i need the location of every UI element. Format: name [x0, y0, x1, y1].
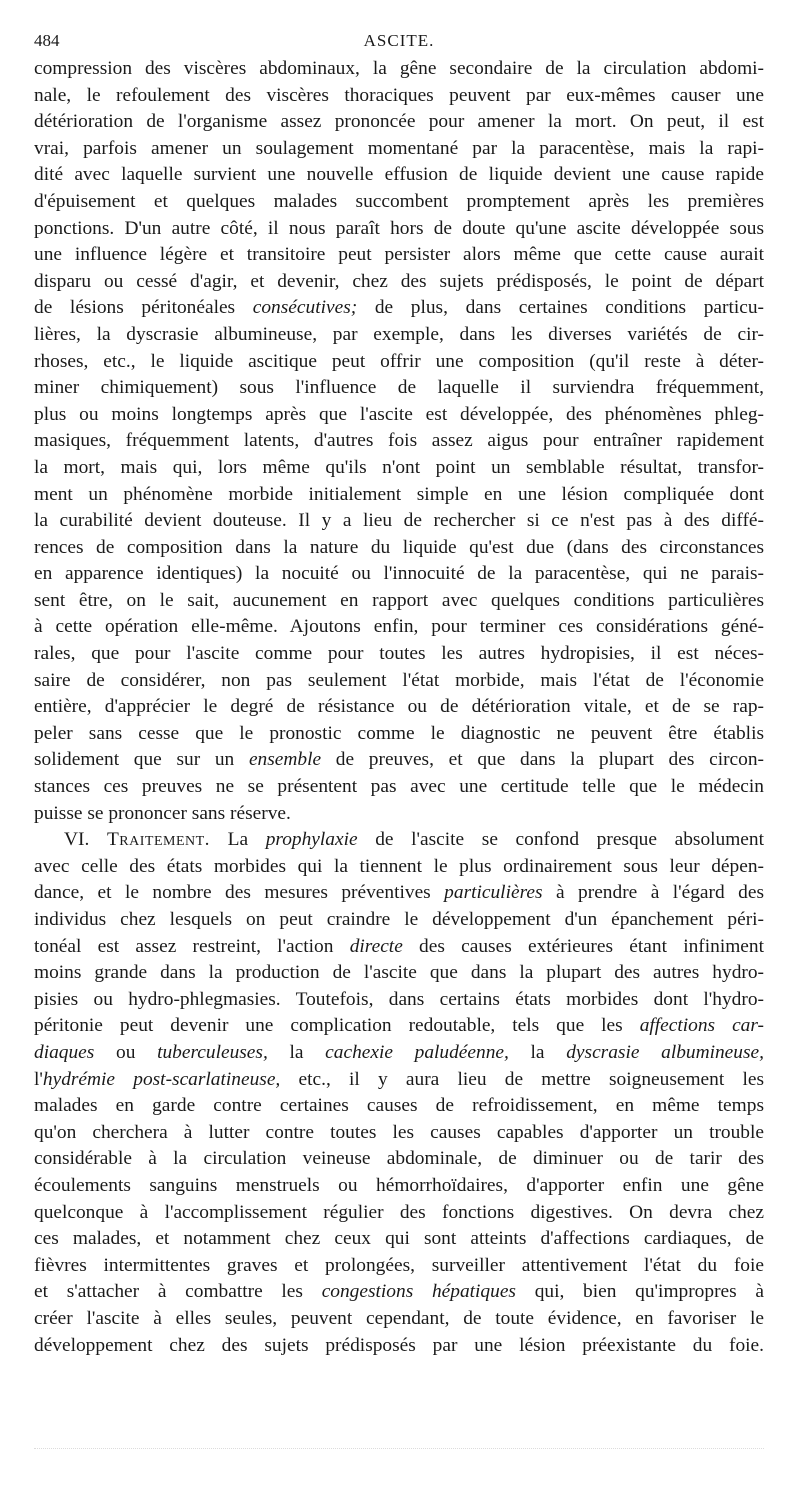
- text-run: ou: [94, 1041, 158, 1063]
- italic-term: hydrémie post-scarlatineuse,: [42, 1068, 281, 1090]
- main-text: [34, 56, 764, 1359]
- text-run: dance, et le nombre des mesures préventives: [34, 882, 445, 904]
- text-line: la curabilité devient douteuse. Il y a lieu de rechercher si ce n'est pas à des diffé-: [34, 510, 764, 532]
- text-line: dité avec laquelle survient une nouvelle effusion de liquide devient une cause rapide: [34, 164, 764, 186]
- text-line: [34, 1279, 764, 1306]
- page-header: [34, 26, 764, 56]
- text-line: vrai, parfois amener un soulagement momentané par la paracentèse, mais la rapi-: [34, 137, 764, 159]
- text-run: qui, bien qu'impropres à: [515, 1281, 765, 1303]
- italic-term: cachexie paludéenne,: [325, 1041, 509, 1063]
- italic-term: congestions hépatiques: [321, 1281, 516, 1303]
- text-line: individus chez lesquels on peut craindre le développement d'un épanchement péri-: [34, 909, 764, 930]
- text-line: masiques, fréquemment latents, d'autres fois assez aigus pour entraîner rapidement: [34, 430, 764, 452]
- text-run: de l'ascite se confond presque absolument: [357, 829, 764, 851]
- text-line: saire de considérer, non pas seulement l'état morbide, mais l'état de l'économie: [34, 669, 764, 691]
- text-line: pisies ou hydro-phlegmasies. Toutefois, dans certains états morbides dont l'hydro-: [34, 988, 764, 1010]
- text-line: plus ou moins longtemps après que l'ascite est développée, des phénomènes phleg-: [34, 403, 764, 425]
- text-line: en apparence identiques) la nocuité ou l'innocuité de la paracentèse, qui ne parais-: [34, 563, 764, 585]
- text-run: solidement que sur un: [34, 749, 249, 771]
- text-line: ment un phénomène morbide initialement simple en une lésion compliquée dont: [34, 483, 764, 505]
- text-line: à cette opération elle-même. Ajoutons enfin, pour terminer ces considérations géné-: [34, 616, 764, 638]
- text-line: [34, 1013, 764, 1040]
- text-run: etc., il y aura lieu de mettre soigneusement les: [280, 1068, 764, 1090]
- text-line: rales, que pour l'ascite comme pour toutes les autres hydropisies, il est néces-: [34, 643, 764, 665]
- paragraph-continuation: [34, 56, 764, 827]
- italic-term: prophylaxie: [265, 829, 358, 851]
- text-line: sent être, on le sait, aucunement en rapport avec quelques conditions particulières: [34, 589, 764, 611]
- italic-term: directe: [349, 935, 403, 957]
- text-line: écoulements sanguins menstruels ou hémorrhoïdaires, d'apporter enfin une gêne: [34, 1174, 764, 1196]
- text-run: la: [267, 1041, 326, 1063]
- text-line: considérable à la circulation veineuse abdominale, de diminuer ou de tarir des: [34, 1148, 764, 1170]
- text-line: quelconque à l'accomplissement régulier des fonctions digestives. On devra chez: [34, 1201, 764, 1223]
- text-line: peler sans cesse que le pronostic comme le diagnostic ne peuvent être établis: [34, 722, 764, 744]
- text-line: miner chimiquement) sous l'influence de laquelle il surviendra fréquemment,: [34, 377, 764, 399]
- text-line: [34, 1040, 764, 1067]
- text-line: entière, d'apprécier le degré de résistance ou de détérioration vitale, et de se rap-: [34, 696, 764, 718]
- text-line: [34, 934, 764, 961]
- italic-term: dyscrasie albumineuse,: [566, 1041, 764, 1063]
- text-line: ces malades, et notamment chez ceux qui sont atteints d'affections cardiaques, de: [34, 1228, 764, 1250]
- text-run: et s'attacher à combattre les: [34, 1281, 322, 1303]
- text-line: [34, 827, 764, 854]
- text-run: la: [508, 1041, 567, 1063]
- text-line: [34, 1067, 764, 1094]
- text-line: disparu ou cessé d'agir, et devenir, chez des sujets prédisposés, le point de départ: [34, 270, 764, 292]
- text-run: à prendre à l'égard des: [542, 882, 764, 904]
- italic-term: diaques: [34, 1041, 95, 1063]
- text-line: une influence légère et transitoire peut persister alors même que cette cause aurait: [34, 244, 764, 266]
- text-line: compression des viscères abdominaux, la gêne secondaire de la circulation abdomi-: [34, 58, 764, 79]
- italic-term: particulières: [444, 882, 543, 904]
- text-line: la mort, mais qui, lors même qu'ils n'ont point un semblable résultat, transfor-: [34, 456, 764, 478]
- text-run: de plus, dans certaines conditions particu-: [357, 297, 764, 319]
- text-run: l': [34, 1068, 43, 1090]
- text-line: développement chez des sujets prédisposés par une lésion préexistante du foie.: [34, 1334, 764, 1356]
- text-line: détérioration de l'organisme assez prononcée pour amener la mort. On peut, il est: [34, 111, 764, 133]
- text-line: qu'on cherchera à lutter contre toutes les causes capables d'apporter un trouble: [34, 1121, 764, 1143]
- book-page: [34, 26, 764, 1359]
- text-line: puisse se prononcer sans réserve.: [34, 802, 291, 824]
- text-line: nale, le refoulement des viscères thoraciques peuvent par eux-mêmes causer une: [34, 84, 764, 106]
- text-run: tonéal est assez restreint, l'action: [34, 935, 350, 957]
- text-line: [34, 747, 764, 774]
- text-line: avec celle des états morbides qui la tiennent le plus ordinairement sous leur dépen-: [34, 855, 764, 877]
- italic-term: affections car-: [639, 1015, 764, 1037]
- italic-term: consécutives;: [252, 297, 358, 319]
- text-run: de lésions péritonéales: [34, 297, 253, 319]
- text-line: malades en garde contre certaines causes de refroidissement, en même temps: [34, 1095, 764, 1117]
- italic-term: ensemble: [248, 749, 322, 771]
- text-run: de preuves, et que dans la plupart des circon-: [321, 749, 764, 771]
- text-line: rhoses, etc., le liquide ascitique peut offrir une composition (qu'il reste à déter-: [34, 350, 764, 372]
- page-footer-rule: [34, 1448, 764, 1453]
- text-run: des causes extérieures étant infiniment: [402, 935, 764, 957]
- italic-term: tuberculeuses,: [157, 1041, 268, 1063]
- text-line: stances ces preuves ne se présentent pas avec une certitude telle que le médecin: [34, 776, 764, 798]
- text-run: péritonie peut devenir une complication redoutable, tels que les: [34, 1015, 640, 1037]
- section-heading: Traitement.: [106, 829, 211, 851]
- running-title: ASCITE.: [363, 31, 435, 50]
- text-line: d'épuisement et quelques malades succombent promptement après les premières: [34, 190, 764, 212]
- text-line: fièvres intermittentes graves et prolongées, surveiller attentivement l'état du foie: [34, 1254, 764, 1276]
- text-run: La: [210, 829, 266, 851]
- section-treatment: [34, 827, 764, 1359]
- page-number: 484: [34, 31, 60, 50]
- text-line: [34, 880, 764, 907]
- text-line: moins grande dans la production de l'ascite que dans la plupart des autres hydro-: [34, 962, 764, 984]
- text-line: [34, 295, 764, 322]
- text-line: rences de composition dans la nature du liquide qu'est due (dans des circonstances: [34, 536, 764, 558]
- text-line: créer l'ascite à elles seules, peuvent cependant, de toute évidence, en favoriser le: [34, 1307, 764, 1329]
- text-line: lières, la dyscrasie albumineuse, par exemple, dans les diverses variétés de cir-: [34, 323, 764, 345]
- section-number: VI.: [64, 829, 90, 851]
- text-line: ponctions. D'un autre côté, il nous paraît hors de doute qu'une ascite développée sous: [34, 217, 764, 239]
